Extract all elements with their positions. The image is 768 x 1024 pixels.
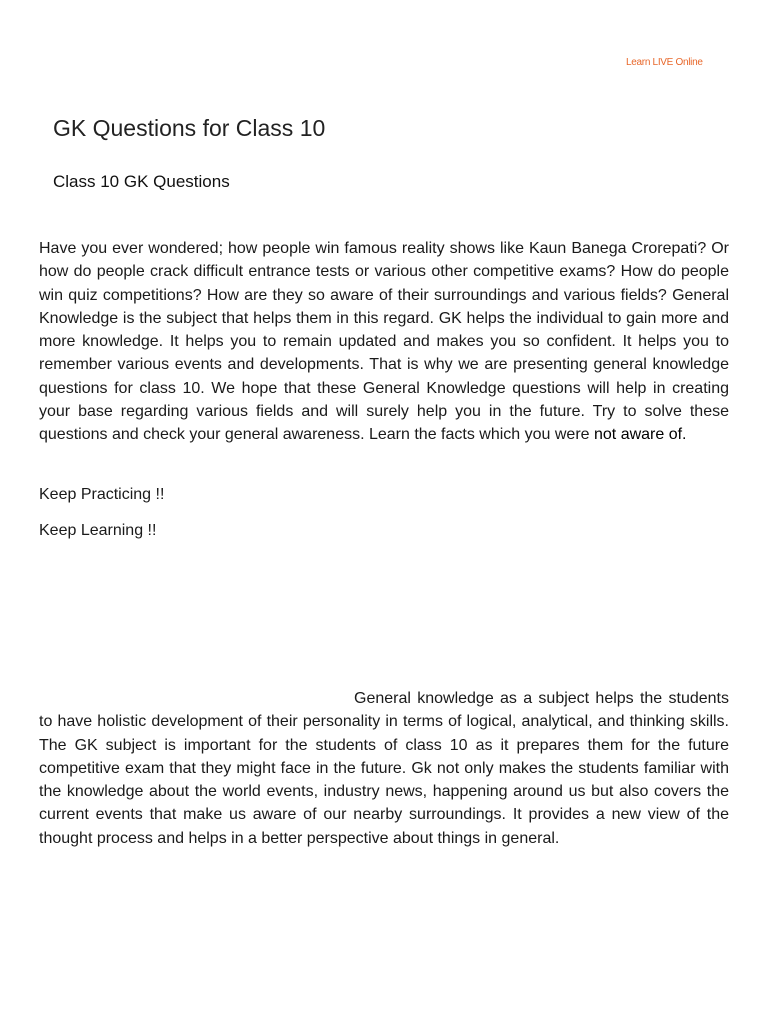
keep-learning-text: Keep Learning !! [39, 522, 157, 539]
learn-live-online-link[interactable]: Learn LIVE Online [626, 57, 703, 68]
intro-paragraph-tail: not aware of. [594, 426, 687, 444]
page-title: GK Questions for Class 10 [53, 115, 326, 141]
intro-paragraph [39, 237, 729, 447]
keep-practicing-text: Keep Practicing !! [39, 486, 165, 503]
section-heading: Class 10 GK Questions [53, 172, 230, 191]
second-paragraph: General knowledge as a subject helps the students to have holistic development of their personality in terms of logical, analytical, and thinking skills. The GK subject is important for the students of class 10 as it prepares them for the future competitive exam that they might face in the future. Gk not only makes the students familiar with the knowledge about the world events, industry news, happening around us but also covers the current events that make us aware of our nearby surroundings. It provides a new view of the thought process and helps in a better perspective about things in general. [39, 690, 729, 847]
intro-paragraph-text: Have you ever wondered; how people win famous reality shows like Kaun Banega Crorepati? Or how do people crack difficult entrance tests or various other competitive exams? How do people win quiz competitions? How are they so aware of their surroundings and various fields? General Knowledge is the subject that helps them in this regard. GK helps the individual to gain more and more knowledge. It helps you to remain updated and makes you so confident. It helps you to remember various events and developments. That is why we are presenting general knowledge questions for class 10. We hope that these General Knowledge questions will help in creating your base regarding various fields and will surely help you in the future. Try to solve these questions and check your general awareness. Learn the facts which you were [39, 240, 729, 444]
